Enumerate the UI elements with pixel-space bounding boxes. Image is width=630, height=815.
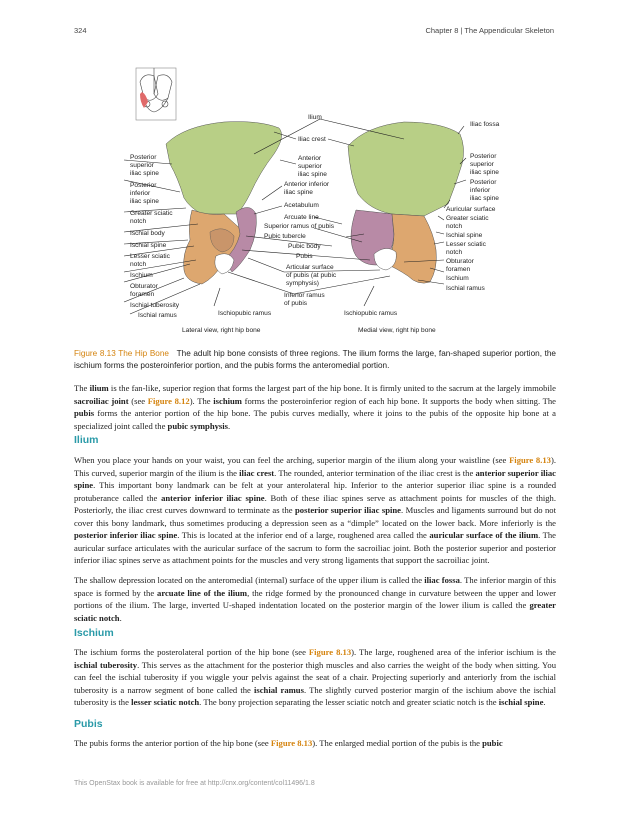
key-term: auricular surface of the ilium bbox=[429, 530, 539, 540]
label-ischiopubic-ramus-lateral: Ischiopubic ramus bbox=[218, 310, 272, 317]
key-term: pubic symphysis bbox=[167, 420, 228, 431]
page-number: 324 bbox=[74, 26, 87, 35]
key-term: greater sciatic notch bbox=[74, 600, 556, 623]
gsn-r-2: notch bbox=[446, 223, 463, 230]
medial-ilium bbox=[348, 122, 464, 216]
text-run: . The bony projection separating the lesser sciatic notch and greater sciatic notch is the bbox=[199, 697, 499, 707]
lsn-l-1: Lesser sciatic bbox=[130, 253, 170, 260]
heading-ischium: Ischium bbox=[74, 627, 114, 639]
text-run: . This serves as the attachment for the posterior thigh muscles and also carries the weight of the body when sitting. You can feel the ischial tuberosity if you wiggle your pelvis against the seat of a chair. Projecting superiorly and anteriorly from the ischial tuberosity is a narrow segment of bone called the bbox=[74, 659, 556, 695]
text-run: . bbox=[119, 612, 122, 623]
intro-paragraph bbox=[74, 382, 556, 432]
aiis-2: iliac spine bbox=[284, 189, 313, 196]
ir-1: Inferior ramus bbox=[284, 292, 325, 299]
psis-l-1: Posterior bbox=[130, 154, 157, 161]
text-run: ). The large, roughened area of the inferior ischium is the bbox=[351, 647, 556, 657]
psis-r-2: superior bbox=[470, 161, 494, 168]
key-term: sacroiliac joint bbox=[74, 395, 129, 406]
text-run: . Both of these iliac spines serve as attachment points for muscles of the thigh. Posteriorly, the iliac crest curves downward to terminate as the bbox=[74, 492, 556, 515]
label-piis-medial bbox=[470, 179, 499, 202]
heading-pubis: Pubis bbox=[74, 718, 103, 730]
text-run: . This is located at the inferior end of a large, roughened area called the bbox=[177, 530, 430, 540]
text-run: The shallow depression located on the anteromedial (internal) surface of the upper ilium is called the bbox=[74, 575, 425, 585]
key-term: iliac crest bbox=[239, 467, 275, 478]
text-run: forms the anterior portion of the hip bone. The pubis curves medially, where it joins to the pubis of the opposite hip bone at a specialized joint called the bbox=[74, 408, 556, 431]
label-piis-lateral bbox=[130, 182, 159, 205]
key-term: anterior superior iliac spine bbox=[74, 467, 556, 490]
asp-3: symphysis) bbox=[286, 280, 319, 287]
text-run: ). This curved, superior margin of the ilium is the bbox=[74, 455, 556, 478]
obt-l-2: foramen bbox=[130, 291, 155, 298]
label-auricular-surface: Auricular surface bbox=[446, 206, 496, 213]
ir-2: of pubis bbox=[284, 300, 308, 307]
label-aiis bbox=[284, 181, 330, 196]
lateral-hip-bone bbox=[166, 122, 282, 284]
label-ischial-tuberosity: Ischial tuberosity bbox=[130, 302, 180, 309]
label-psis-medial bbox=[470, 153, 499, 176]
key-term: pubis bbox=[74, 408, 95, 418]
label-ischial-spine-medial: Ischial spine bbox=[446, 232, 483, 239]
heading-ilium: Ilium bbox=[74, 434, 99, 446]
label-obturator-lateral bbox=[130, 283, 159, 298]
ilium-paragraph-1 bbox=[74, 454, 556, 567]
obt-l-1: Obturator bbox=[130, 283, 158, 290]
lsn-r-2: notch bbox=[446, 249, 463, 256]
text-run: . The rounded, anterior termination of the iliac crest is the bbox=[274, 467, 476, 478]
label-ischial-body: Ischial body bbox=[130, 230, 165, 237]
text-run: ). The bbox=[189, 395, 214, 406]
piis-r-1: Posterior bbox=[470, 179, 497, 186]
label-iliac-fossa: Iliac fossa bbox=[470, 121, 500, 128]
label-arcuate-line: Arcuate line bbox=[284, 214, 319, 221]
ischium-paragraph bbox=[74, 646, 556, 709]
label-acetabulum: Acetabulum bbox=[284, 202, 319, 209]
label-ilium: Ilium bbox=[308, 114, 322, 121]
text-run: (see bbox=[128, 395, 148, 406]
label-articular-surface-pubis bbox=[286, 264, 337, 287]
psis-r-1: Posterior bbox=[470, 153, 497, 160]
label-gsn-lateral bbox=[130, 210, 173, 225]
piis-r-2: inferior bbox=[470, 187, 491, 194]
label-pubis: Pubis bbox=[296, 253, 313, 260]
pubis-paragraph bbox=[74, 737, 556, 750]
label-superior-ramus: Superior ramus of pubis bbox=[264, 223, 335, 230]
label-iliac-crest: Iliac crest bbox=[298, 136, 326, 143]
key-term: ischium bbox=[213, 395, 242, 406]
obt-r-1: Obturator bbox=[446, 258, 474, 265]
label-ischial-ramus-lateral: Ischial ramus bbox=[138, 312, 177, 319]
text-run: The bbox=[74, 383, 90, 393]
piis-l-1: Posterior bbox=[130, 182, 157, 189]
caption-text: The adult hip bone consists of three regions. The ilium forms the large, fan-shaped superior portion, the ischium forms the posteroinferior portion, and the pubis forms the anteromedial portion. bbox=[74, 349, 556, 370]
figure-reference-link[interactable]: Figure 8.13 bbox=[308, 647, 352, 657]
text-run: . bbox=[543, 697, 546, 707]
label-medial-view: Medial view, right hip bone bbox=[358, 327, 436, 334]
piis-r-3: iliac spine bbox=[470, 195, 499, 202]
asis-3: iliac spine bbox=[298, 171, 327, 178]
piis-l-3: iliac spine bbox=[130, 198, 159, 205]
asis-1: Anterior bbox=[298, 155, 322, 162]
medial-ischium bbox=[386, 214, 436, 283]
pelvis-skeleton-icon bbox=[136, 68, 176, 120]
obt-r-2: foramen bbox=[446, 266, 471, 273]
label-lsn-lateral bbox=[130, 253, 171, 268]
text-run: The pubis forms the anterior portion of the hip bone (see bbox=[74, 738, 271, 748]
piis-l-2: inferior bbox=[130, 190, 151, 197]
chapter-title: Chapter 8 | The Appendicular Skeleton bbox=[425, 26, 554, 35]
gsn-l-2: notch bbox=[130, 218, 147, 225]
label-asis bbox=[298, 155, 327, 178]
label-ischiopubic-ramus-medial: Ischiopubic ramus bbox=[344, 310, 398, 317]
label-pubic-tubercle: Pubic tubercle bbox=[264, 233, 306, 240]
label-obturator-medial bbox=[446, 258, 475, 273]
figure-reference-link[interactable]: Figure 8.13 bbox=[509, 455, 551, 465]
key-term: posterior superior iliac spine bbox=[295, 505, 401, 515]
label-ischium-lateral: Ischium bbox=[130, 272, 153, 279]
key-term: ischial spine bbox=[498, 697, 544, 707]
lateral-ilium bbox=[166, 122, 282, 214]
gsn-l-1: Greater sciatic bbox=[130, 210, 173, 217]
text-run: , the ridge formed by the pronounced change in curvature between the upper and lower portions of the ilium. The large, inverted U-shaped indentation located on the posterior margin of the lower ilium is called the bbox=[74, 587, 557, 610]
label-pubic-body: Pubic body bbox=[288, 243, 321, 250]
text-run: . This important bony landmark can be felt at your anterolateral hip. Inferior to the anterior superior iliac spine is a rounded protuberance called the bbox=[74, 480, 556, 503]
asp-2: of pubis (at pubic bbox=[286, 272, 337, 279]
key-term: anterior inferior iliac spine bbox=[161, 492, 265, 503]
text-run: The ischium forms the posterolateral portion of the hip bone (see bbox=[74, 647, 309, 657]
label-lsn-medial bbox=[446, 241, 487, 256]
text-run: ). The enlarged medial portion of the pubis is the bbox=[312, 738, 483, 748]
asp-1: Articular surface bbox=[286, 264, 334, 271]
label-gsn-medial bbox=[446, 215, 489, 230]
label-ischium-medial: Ischium bbox=[446, 275, 469, 282]
caption-label: Figure 8.13 The Hip Bone bbox=[74, 349, 169, 358]
key-term: ischial tuberosity bbox=[74, 659, 138, 670]
label-ischial-spine-lateral: Ischial spine bbox=[130, 242, 167, 249]
figure-reference-link[interactable]: Figure 8.13 bbox=[270, 738, 313, 748]
psis-l-3: iliac spine bbox=[130, 170, 159, 177]
label-lateral-view: Lateral view, right hip bone bbox=[182, 327, 261, 334]
gsn-r-1: Greater sciatic bbox=[446, 215, 489, 222]
text-run: When you place your hands on your waist, you can feel the arching, superior margin of the ilium along your waistline (see bbox=[74, 455, 510, 465]
key-term: arcuate line of the ilium bbox=[157, 587, 248, 598]
figure-caption bbox=[74, 348, 556, 371]
key-term: ilium bbox=[89, 383, 109, 393]
text-run: . The inferior margin of this space is formed by the bbox=[74, 575, 556, 598]
key-term: pubic bbox=[482, 738, 503, 748]
text-run: . The auricular surface articulates with the auricular surface of the sacrum to form the sacroiliac joint. Both the posterior superior and posterior inferior iliac spines serve as attachment points for the muscles and very strong ligaments that support the sacroiliac joint. bbox=[74, 530, 556, 565]
label-ischial-ramus-medial: Ischial ramus bbox=[446, 285, 485, 292]
text-run: . bbox=[227, 420, 231, 431]
asis-2: superior bbox=[298, 163, 322, 170]
key-term: ischial ramus bbox=[254, 684, 304, 695]
text-run: is the fan-like, superior region that forms the largest part of the hip bone. It is firmly united to the sacrum at the largely immobile bbox=[108, 383, 556, 393]
psis-l-2: superior bbox=[130, 162, 154, 169]
label-inferior-ramus bbox=[284, 292, 325, 307]
figure-reference-link[interactable]: Figure 8.12 bbox=[147, 395, 190, 406]
psis-r-3: iliac spine bbox=[470, 169, 499, 176]
label-psis-lateral bbox=[130, 154, 159, 177]
text-run: . The slightly curved posterior margin of the ischium above the ischial tuberosity is the bbox=[74, 684, 556, 707]
key-term: posterior inferior iliac spine bbox=[74, 530, 178, 540]
text-run: . Muscles and ligaments surround but do not cover this bony landmark, thus sometimes producing a depression seen as a “dimple” located on the lower back. More inferiorly is the bbox=[74, 505, 556, 528]
ilium-paragraph-2 bbox=[74, 574, 556, 624]
key-term: iliac fossa bbox=[424, 575, 460, 585]
hip-bone-figure bbox=[74, 64, 554, 340]
lsn-r-1: Lesser sciatic bbox=[446, 241, 486, 248]
footer-note: This OpenStax book is available for free at http://cnx.org/content/col11496/1.8 bbox=[74, 780, 315, 787]
lsn-l-2: notch bbox=[130, 261, 147, 268]
text-run: forms the posteroinferior region of each hip bone. It supports the body when sitting. The bbox=[241, 395, 556, 406]
aiis-1: Anterior inferior bbox=[284, 181, 330, 188]
key-term: lesser sciatic notch bbox=[131, 697, 200, 707]
